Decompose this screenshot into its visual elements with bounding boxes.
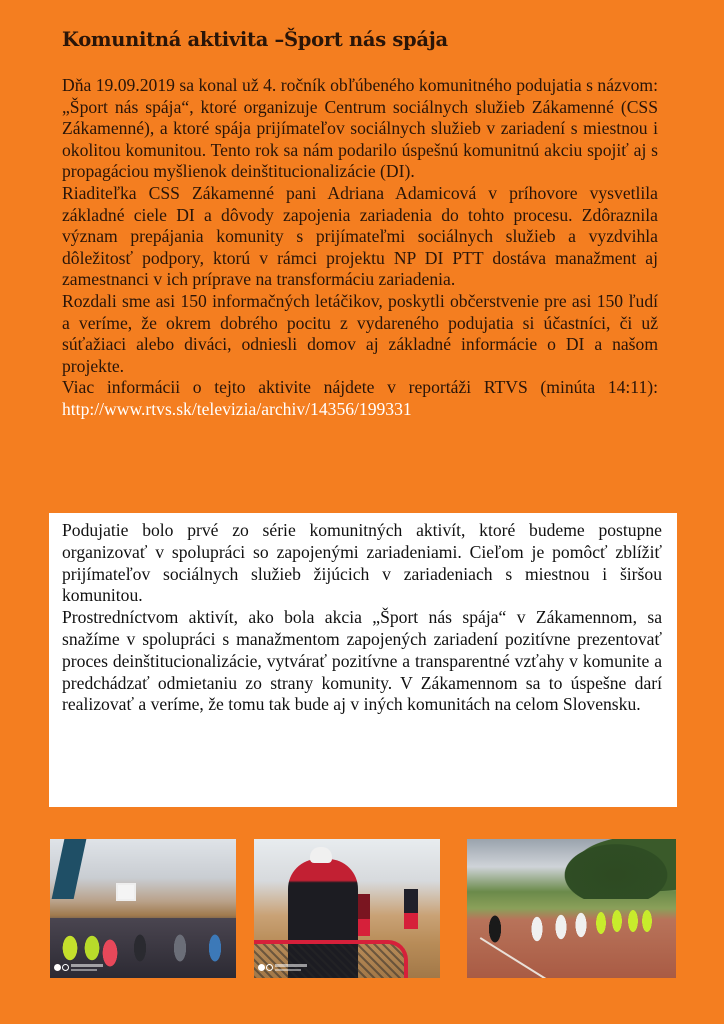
photo-banner [52, 839, 87, 899]
photo-people [477, 899, 666, 954]
intro-section [62, 75, 658, 421]
photo-basketball-hoop [116, 883, 136, 901]
rtvs-text: Viac informácii o tejto aktivite nájdete v reportáži RTVS (minúta 14:11): [62, 377, 658, 398]
summary-box [49, 513, 677, 807]
rtvs-paragraph [62, 377, 658, 420]
rtvs-link[interactable]: http://www.rtvs.sk/televizia/archiv/14356/199331 [62, 398, 412, 419]
summary-paragraph: Podujatie bolo prvé zo série komunitných aktivít, ktoré budeme postupne organizovať v spolupráci so zapojenými zariadeniami. Cieľom je pomôcť zblížiť prijímateľov sociálnych služieb žijúcich v zariadeniach s miestnou i širšou komunitou. [62, 520, 662, 606]
summary-text [62, 520, 662, 716]
camera-watermark-icon [258, 964, 308, 972]
summary-paragraph: Prostredníctvom aktivít, ako bola akcia „Šport nás spája“ v Zákamennom, sa snažíme v spolupráci s manažmentom zapojených zariadení pozitívne prezentovať proces deinštitucionalizácie, vytvárať pozitívne a transparentné vzťahy v komunite a predchádzať odmietaniu zo strany komunity. V Zákamennom sa to úspešne darí realizovať a veríme, že tomu tak bude aj v iných komunitách na celom Slovensku. [62, 607, 662, 715]
photo-goal-net [254, 940, 408, 978]
photo-tug-of-war [467, 839, 676, 978]
photo-trees [556, 839, 676, 899]
document-title: Komunitná aktivita –Šport nás spája [62, 28, 448, 51]
photo-sports-hall-lineup [50, 839, 236, 978]
photo-floorball-goalkeeper [254, 839, 440, 978]
intro-paragraph: Dňa 19.09.2019 sa konal už 4. ročník obľúbeného komunitného podujatia s názvom: „Šport nás spája“, ktoré organizuje Centrum sociálnych služieb Zákamenné (CSS Zákamenné), a ktoré spája prijímateľov sociálnych služieb v zariadení s miestnou i okolitou komunitou. Tento rok sa nám podarilo úspešnú komunitnú akciu spojiť aj s propagáciou myšlienok deinštitucionalizácie (DI). [62, 75, 658, 182]
intro-paragraph: Rozdali sme asi 150 informačných letáčikov, poskytli občerstvenie pre asi 150 ľudí a veríme, že okrem dobrého pocitu z vydareného podujatia si účastníci, či už súťažiaci alebo diváci, odniesli domov aj základné informácie o DI a našom projekte. [62, 290, 658, 376]
intro-paragraph: Riaditeľka CSS Zákamenné pani Adriana Adamicová v príhovore vysvetlila základné ciele DI a dôvody zapojenia zariadenia do tohto procesu. Zdôraznila význam prepájania komunity s prijímateľmi sociálnych služieb a vyzdvihla dôležitosť podpory, ktorú v rámci projektu NP DI PTT dostáva manažment aj zamestnanci v ich príprave na transformáciu zariadenia. [62, 182, 658, 290]
camera-watermark-icon [54, 964, 104, 972]
photo-player [404, 889, 418, 929]
photo-cap [310, 847, 332, 863]
photo-player [358, 894, 370, 936]
